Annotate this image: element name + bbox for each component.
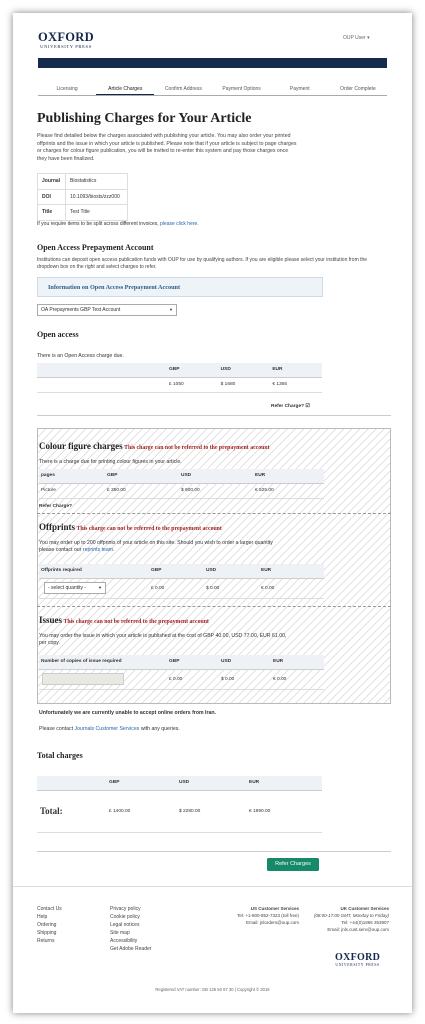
oa-refer: [271, 404, 310, 409]
divider: [37, 513, 391, 514]
colour-warning: This charge can not be referred to the prepayment account: [124, 445, 270, 451]
footer-link[interactable]: Ordering: [37, 922, 57, 928]
totals-col: EUR: [247, 776, 322, 790]
tab-payment-options[interactable]: Payment Options: [222, 86, 261, 92]
divider: [37, 415, 391, 416]
oa-col: GBP: [167, 363, 219, 377]
oa-table: [37, 363, 322, 393]
tab-order-complete[interactable]: Order Complete: [340, 86, 376, 92]
uk-title: UK Customer Services: [340, 906, 389, 911]
issues-col: EUR: [271, 655, 324, 669]
offprints-col: USD: [204, 564, 259, 578]
issues-col: GBP: [167, 655, 219, 669]
offprints-cell: $ 0.00: [204, 578, 259, 598]
colour-cell: £ 350.00: [105, 483, 179, 498]
offprints-cell: £ 0.00: [149, 578, 204, 598]
contact-post: with any queries.: [140, 726, 180, 732]
issues-heading: Issues: [39, 615, 63, 625]
offprints-warning: This charge can not be referred to the prepayment account: [76, 526, 222, 532]
info-label: Title: [38, 205, 66, 221]
offprint-quantity-select[interactable]: [44, 582, 106, 594]
totals-col: USD: [177, 776, 247, 790]
issues-note: You may order the issue in which your article is published at the cost of GBP 40.00, USD 77.00, EUR 61.00, per copy.: [39, 633, 287, 647]
intro-text: Please find detailed below the charges associated with publishing your article. You may also order your printed offprints and the issue in which your article is published. Please note that if your article is subject to page charges or charges for colour figure publication, you will be invited to re-enter this system and pay those charges once they have been finalized.: [37, 133, 297, 162]
refer-charges-button[interactable]: Refer Charges: [267, 858, 319, 871]
colour-col: USD: [179, 469, 253, 483]
oa-heading: Open access: [37, 330, 79, 339]
oa-cell: $ 1680: [219, 377, 271, 392]
footer-link[interactable]: Contact Us: [37, 906, 62, 912]
offprints-note: [39, 540, 289, 555]
footer-link[interactable]: Privacy policy: [110, 906, 141, 912]
oa-cell-empty: [37, 377, 167, 392]
user-menu[interactable]: OUP User ▾: [343, 35, 370, 41]
prepay-text: Institutions can deposit open access publication funds with OUP for use by qualifying authors. If you are eligible please select your institution from the dropdown box on the right and select charges to refer.: [37, 257, 368, 271]
totals-cell: $ 2280.00: [177, 790, 247, 832]
reprints-link[interactable]: reprints team.: [82, 547, 115, 554]
totals-table: [37, 776, 322, 833]
colour-col: GBP: [105, 469, 179, 483]
info-value: Test Title: [66, 205, 128, 221]
header-bar: [38, 58, 387, 68]
totals-label: Total:: [37, 790, 107, 832]
footer-link[interactable]: Get Adobe Reader: [110, 946, 152, 952]
prepay-heading: Open Access Prepayment Account: [37, 243, 154, 252]
chevron-down-icon: ▼: [98, 585, 102, 590]
footer-link[interactable]: Legal notices: [110, 922, 140, 928]
oa-note: There is an Open Access charge due.: [37, 353, 124, 359]
offprint-quantity-value: - select quantity -: [48, 585, 87, 591]
offprints-note-text: You may order up to 200 offprints of your article on this site. Should you wish to order a larger quantity please contact our: [39, 540, 273, 554]
contact-line: [39, 726, 180, 732]
footer-links-2: [110, 905, 151, 953]
split-link[interactable]: please click here.: [160, 221, 199, 227]
colour-cell: Picture: [39, 483, 105, 498]
us-customer-services: [201, 905, 299, 926]
oa-info-box[interactable]: Information on Open Access Prepayment Account: [37, 277, 323, 297]
customer-services-link[interactable]: Journals Customer Services: [74, 726, 140, 732]
page-title: Publishing Charges for Your Article: [37, 111, 252, 126]
prepay-account-value: OA Prepayments GBP Test Account: [41, 307, 121, 313]
article-info-table: [37, 173, 128, 221]
oa-col-empty: [37, 363, 167, 377]
offprints-col: GBP: [149, 564, 204, 578]
totals-heading: Total charges: [37, 751, 83, 760]
oxford-logo[interactable]: OXFORD UNIVERSITY PRESS: [38, 30, 94, 49]
footer-link[interactable]: Help: [37, 914, 48, 920]
offprints-col: EUR: [259, 564, 324, 578]
chevron-down-icon: ▼: [169, 307, 173, 312]
colour-cell: € 525.00: [253, 483, 324, 498]
tab-licensing[interactable]: Licensing: [56, 86, 78, 92]
contact-pre: Please contact: [39, 726, 74, 732]
totals-col-empty: [37, 776, 107, 790]
progress-tabs: [38, 85, 387, 96]
prepay-account-select[interactable]: [37, 304, 177, 316]
colour-col: EUR: [253, 469, 324, 483]
us-email: Email: jnlorders@oup.com: [246, 920, 299, 925]
info-label: Journal: [38, 174, 66, 190]
footer-link[interactable]: Shipping: [37, 930, 57, 936]
offprints-cell: € 0.00: [259, 578, 324, 598]
issues-cell: £ 0.00: [167, 669, 219, 689]
oa-col: EUR: [270, 363, 322, 377]
offprints-heading-row: [39, 522, 222, 532]
footer-link[interactable]: Accessibility: [110, 938, 138, 944]
totals-cell: € 1890.00: [247, 790, 322, 832]
footer-oxford-logo[interactable]: OXFORD UNIVERSITY PRESS: [335, 952, 381, 967]
uk-email: Email: jnls.cust.serv@oup.com: [327, 927, 389, 932]
split-note-text: If you require items to be split across different invoices,: [37, 221, 159, 227]
issues-heading-row: [39, 615, 209, 625]
colour-refer: Refer Charge?: [39, 504, 73, 509]
uk-hours: (08:00-17:00 GMT, Monday to Friday): [313, 913, 389, 918]
tab-article-charges[interactable]: Article Charges: [96, 85, 154, 95]
offprints-heading: Offprints: [39, 522, 75, 532]
issues-cell: € 0.00: [271, 669, 324, 689]
us-tel: Tel: +1-800-852-7323 (toll free): [237, 913, 299, 918]
footer-link[interactable]: Cookie policy: [110, 914, 140, 920]
footer-link[interactable]: Returns: [37, 938, 55, 944]
colour-col: pages: [39, 469, 105, 483]
colour-heading: Colour figure charges: [39, 441, 123, 451]
totals-cell: £ 1400.00: [107, 790, 177, 832]
issues-col: USD: [219, 655, 271, 669]
iran-notice: Unfortunately we are currently unable to accept online orders from Iran.: [39, 710, 216, 716]
footer-link[interactable]: Site map: [110, 930, 130, 936]
vat-copyright: Registered VAT number: GB 125 50 67 30 | Copyright © 2016: [155, 987, 270, 992]
uk-customer-services: [303, 905, 389, 933]
tab-confirm-address[interactable]: Confirm Address: [164, 86, 202, 92]
page: [13, 13, 412, 1013]
divider: [37, 851, 391, 852]
uk-tel: Tel: +44(0)1865 353907: [341, 920, 389, 925]
oa-cell: € 1365: [270, 377, 322, 392]
colour-cell: $ 600.00: [179, 483, 253, 498]
info-value: 10.1093/biosts/zzz000: [66, 189, 128, 205]
colour-heading-row: [39, 441, 270, 451]
colour-table: [39, 469, 324, 499]
tab-payment[interactable]: Payment: [289, 86, 310, 92]
info-value: Biostatistics: [66, 174, 128, 190]
info-label: DOI: [38, 189, 66, 205]
oa-cell: £ 1050: [167, 377, 219, 392]
us-title: US Customer Services: [250, 906, 299, 911]
oa-refer-label: Refer Charge?: [271, 404, 305, 409]
oa-refer-checkbox[interactable]: ☑: [305, 404, 310, 409]
divider: [37, 606, 391, 607]
split-note: [37, 221, 199, 227]
colour-note: There is a charge due for printing colour figures in your article.: [39, 459, 182, 465]
issues-warning: This charge can not be referred to the prepayment account: [63, 619, 209, 625]
footer-links-1: [37, 905, 62, 945]
totals-col: GBP: [107, 776, 177, 790]
issues-col: Number of copies of issue required: [39, 655, 167, 669]
offprints-col: Offprints required: [39, 564, 149, 578]
oa-col: USD: [219, 363, 271, 377]
issue-copies-input[interactable]: [42, 673, 124, 685]
footer-divider: [13, 886, 412, 887]
issues-cell: $ 0.00: [219, 669, 271, 689]
